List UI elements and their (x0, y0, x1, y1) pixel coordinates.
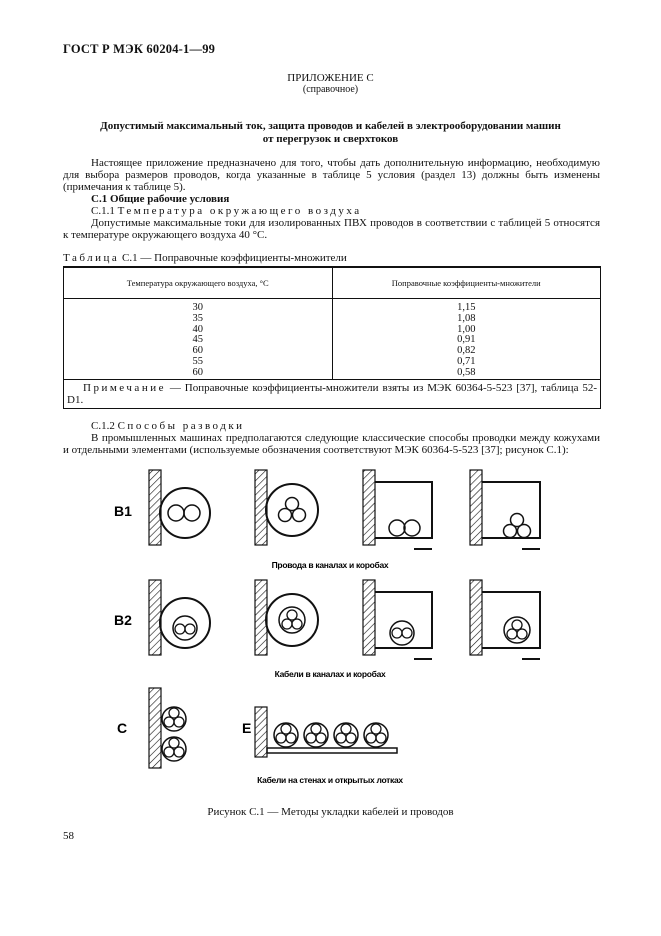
factor-value: 1,08 (457, 312, 476, 324)
section-c11-text: Допустимые максимальные токи для изолированных ПВХ проводов в соответствии с таблицей 5 относятся к температуре окружающего воздуха 40 °С. (63, 217, 600, 241)
page-number: 58 (63, 830, 74, 842)
label-e: E (242, 720, 252, 736)
e-cables-on-tray (255, 707, 397, 757)
appendix-subtitle: (справочное) (302, 84, 359, 95)
b2-trunking-cable-two (363, 580, 432, 659)
label-b2: B2 (114, 612, 132, 628)
table-header-row (64, 267, 601, 299)
factor-value: 0,82 (457, 345, 476, 357)
caption-row-b2: Кабели в каналах и коробах (274, 669, 386, 679)
appendix-title: ПРИЛОЖЕНИЕ С (287, 72, 374, 84)
figure-caption: Рисунок С.1 — Методы укладки кабелей и проводов (207, 806, 454, 818)
b1-conduit-two-wires (149, 470, 210, 545)
factor-value: 1,00 (457, 323, 476, 335)
temperature-value: 60 (192, 345, 203, 357)
caption-row-b1: Провода в каналах и коробах (271, 560, 389, 570)
temperature-value: 40 (192, 323, 203, 335)
table-caption-rest: С.1 — Поправочные коэффициенты-множители (122, 252, 347, 264)
table-header-factors: Поправочные коэффициенты-множители (332, 267, 601, 299)
c-cables-on-wall (149, 688, 186, 768)
factor-value: 0,91 (457, 334, 476, 346)
section-c12-heading (91, 420, 591, 432)
section-c1-heading: С.1 Общие рабочие условия (91, 193, 230, 205)
caption-row-c-e: Кабели на стенах и открытых лотках (257, 775, 403, 785)
temperature-column (64, 299, 333, 380)
b2-conduit-cable-three (255, 580, 318, 655)
correction-factors-table (63, 266, 601, 409)
factor-value: 1,15 (457, 302, 476, 313)
table-caption (63, 252, 600, 264)
wiring-methods-figure (0, 460, 661, 800)
temperature-value: 60 (192, 366, 203, 378)
section-c12-title: Способы разводки (117, 420, 245, 432)
table-note (64, 380, 601, 409)
document-header: ГОСТ Р МЭК 60204-1—99 (63, 42, 216, 56)
table-note-row (64, 380, 601, 409)
section-c12-number: С.1.2 (91, 420, 115, 432)
factor-column (332, 299, 601, 380)
b1-trunking-two-wires (363, 470, 432, 549)
table-row (64, 299, 601, 380)
section-c12-paragraph (63, 432, 600, 456)
table-header-temperature: Температура окружающего воздуха, °С (64, 267, 333, 299)
temperature-value: 35 (192, 312, 203, 324)
table-caption-prefix: Таблица (63, 252, 120, 264)
section-c11-title: Температура окружающего воздуха (117, 205, 362, 217)
temperature-value: 45 (192, 334, 203, 346)
b1-trunking-three-wires (470, 470, 540, 549)
temperature-value: 55 (192, 355, 203, 367)
b2-conduit-cable-two (149, 580, 210, 655)
factor-value: 0,71 (457, 355, 476, 367)
section-c11-heading (91, 205, 591, 217)
temperature-value: 30 (192, 302, 203, 313)
label-b1: B1 (114, 503, 132, 519)
intro-text: Настоящее приложение предназначено для того, чтобы дать дополнительную информацию, необходимую для выбора размеров проводов, когда указанные в таблице 5 условия (раздел 13) должны быть изменены (примечания к таблице 5). (63, 157, 600, 193)
table-note-prefix: Примечание (83, 382, 166, 394)
intro-paragraph (63, 157, 600, 193)
section-c12-text: В промышленных машинах предполагаются следующие классические способы проводки между кожухами и отдельными элементами (используемые обозначения соответствуют МЭК 60364-5-523 [37]; рисунок С.1): (63, 432, 600, 456)
factor-value: 0,58 (457, 366, 476, 378)
label-c: C (117, 720, 128, 736)
table-note-text: — Поправочные коэффициенты-множители взяты из МЭК 60364-5-523 [37], таблица 52-D1. (67, 382, 597, 406)
section-c11-paragraph (63, 217, 600, 241)
b2-trunking-cable-three (470, 580, 540, 659)
section-c11-number: С.1.1 (91, 205, 115, 217)
main-title-line2: от перегрузок и сверхтоков (262, 133, 399, 145)
main-title-line1: Допустимый максимальный ток, защита проводов и кабелей в электрооборудовании машин (100, 120, 561, 132)
b1-conduit-three-wires (255, 470, 318, 545)
